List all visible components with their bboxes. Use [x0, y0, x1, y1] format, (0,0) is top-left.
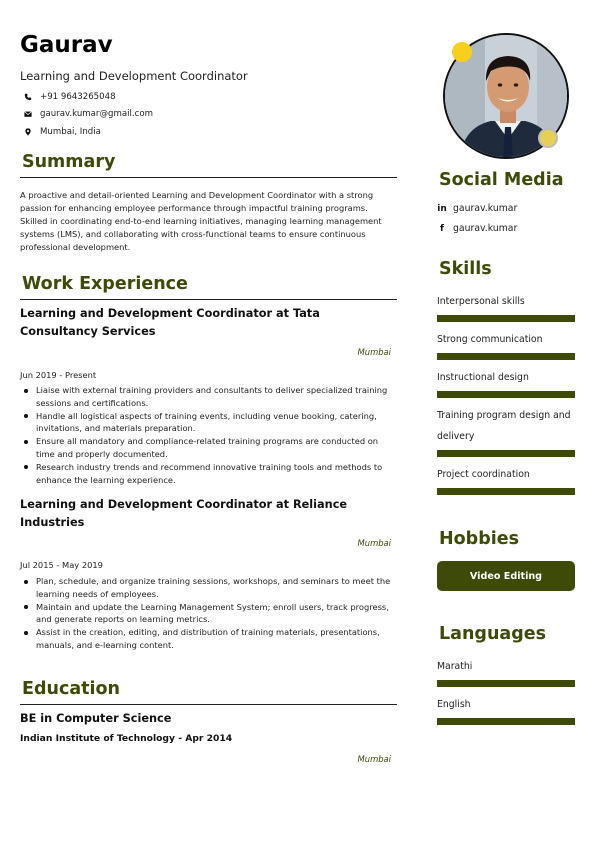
job-dates: Jul 2015 - May 2019: [20, 560, 103, 570]
skill-bar: [437, 353, 575, 360]
skill-label: Interpersonal skills: [437, 296, 525, 307]
social-linkedin[interactable]: [437, 203, 517, 214]
skill-item: [437, 367, 575, 388]
skill-bar: [437, 391, 575, 398]
contact-location: [23, 127, 101, 137]
social-facebook[interactable]: [437, 223, 517, 234]
experience-heading: Work Experience: [22, 274, 188, 294]
linkedin-icon: in: [437, 203, 447, 214]
contact-phone: [23, 92, 116, 102]
summary-text: A proactive and detail-oriented Learning and Development Coordinator with a strong passion for enhancing employee performance through impactful training programs. Skilled in coordinating end-to-end learning initiatives, managing learning management systems (LMS), and collaborating with cross-functional teams to ensure continuous professional development.: [20, 190, 382, 252]
education-location: Mumbai: [357, 754, 391, 764]
job-bullet: Maintain and update the Learning Management System; enroll users, track progress, and generate reports on learning metrics.: [36, 601, 396, 627]
job-bullet: Assist in the creation, editing, and distribution of training materials, presentations, manuals, and e-learning content.: [36, 626, 396, 652]
location-text: Mumbai, India: [40, 127, 101, 137]
skill-bar: [437, 315, 575, 322]
skill-item: [437, 405, 575, 447]
hobby-chip: Video Editing: [437, 561, 575, 591]
social-heading: Social Media: [439, 170, 564, 190]
contact-email: [23, 109, 153, 119]
skills-heading: Skills: [439, 259, 492, 279]
email-text[interactable]: gaurav.kumar@gmail.com: [40, 109, 153, 119]
job-bullet: Plan, schedule, and organize training sessions, workshops, and seminars to meet the learning needs of employees.: [36, 575, 396, 601]
job-bullet: Liaise with external training providers and consultants to deliver specialized training sessions and certifications.: [36, 384, 396, 410]
candidate-role: Learning and Development Coordinator: [20, 69, 248, 83]
skill-label: Project coordination: [437, 469, 530, 480]
education-divider: [20, 704, 397, 705]
candidate-name: Gaurav: [20, 32, 113, 58]
facebook-handle[interactable]: gaurav.kumar: [453, 223, 518, 234]
language-bar: [437, 680, 575, 687]
phone-icon: [23, 92, 33, 102]
job-bullet: Ensure all mandatory and compliance-related training programs are conducted on time and properly documented.: [36, 435, 396, 461]
skill-item: [437, 329, 575, 350]
skill-label: Instructional design: [437, 372, 529, 383]
skill-bar: [437, 450, 575, 457]
language-bar: [437, 718, 575, 725]
job-bullet: Research industry trends and recommend innovative training tools and methods to enhance the learning experience.: [36, 461, 396, 487]
phone-text: +91 9643265048: [40, 92, 116, 102]
job-title: Learning and Development Coordinator at Tata Consultancy Services: [20, 307, 320, 338]
school: Indian Institute of Technology - Apr 2014: [20, 733, 233, 744]
location-icon: [23, 127, 33, 137]
job-location: Mumbai: [357, 347, 391, 357]
linkedin-handle[interactable]: gaurav.kumar: [453, 203, 518, 214]
job-dates: Jun 2019 - Present: [20, 370, 97, 380]
education-heading: Education: [22, 679, 120, 699]
decor-dot: [538, 128, 558, 148]
language-item: [437, 694, 575, 715]
language-item: [437, 656, 575, 677]
job-bullets: [36, 384, 396, 486]
email-icon: [23, 109, 33, 119]
experience-divider: [20, 299, 397, 300]
hobbies-heading: Hobbies: [439, 529, 520, 549]
degree: BE in Computer Science: [20, 712, 172, 725]
job-bullets: [36, 575, 396, 652]
summary-divider: [20, 177, 397, 178]
skill-item: [437, 291, 575, 312]
skill-label: Strong communication: [437, 334, 543, 345]
job-title: Learning and Development Coordinator at Reliance Industries: [20, 498, 348, 529]
skill-bar: [437, 488, 575, 495]
skill-label: Training program design and delivery: [437, 410, 571, 442]
languages-heading: Languages: [439, 624, 547, 644]
skill-item: [437, 464, 575, 485]
job-bullet: Handle all logistical aspects of training events, including venue booking, catering, invitations, and materials preparation.: [36, 410, 396, 436]
facebook-icon: f: [440, 223, 444, 234]
decor-dot: [452, 42, 472, 62]
job-location: Mumbai: [357, 538, 391, 548]
language-label: Marathi: [437, 661, 473, 672]
summary-heading: Summary: [22, 152, 116, 172]
language-label: English: [437, 699, 471, 710]
